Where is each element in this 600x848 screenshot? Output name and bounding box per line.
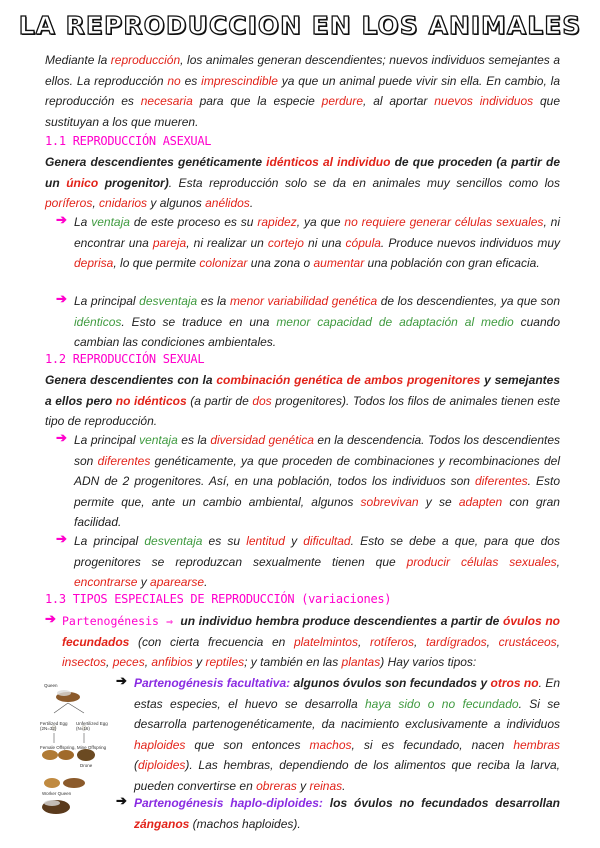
sexual-disadvantage: La principal desventaja es su lentitud y dificultad. Esto se debe a que, para que dos progenitores se reproduzcan sexualmente tienen que producir células sexuales, encontrarse y aparearse. <box>74 534 560 590</box>
sexual-advantage: La principal ventaja es la diversidad genética en la descendencia. Todos los descendientes son diferentes genéticamente, ya que proceden de combinaciones y recombinaciones del ADN de 2 progenitores. Así, en una población, todos los individuos son diferentes. Esto permite que, ante un cambio ambiental, algunos sobrevivan y se adapten con gran facilidad. <box>74 433 561 530</box>
queen-bee-icon <box>63 778 85 788</box>
diagram-label-queen: Queen <box>44 683 58 688</box>
arrow-right-icon: ➔ <box>56 531 67 546</box>
facultative-paragraph: Partenogénesis facultativa: algunos óvulos son fecundados y otros no. En estas especies, el huevo se desarrolla haya sido o no fecundado. Si se desarrolla partenogenéticamente, da nacimiento exclusivamente a individuos haploides que son entonces machos, si es fecundado, nacen hembras (diploides). Las hembras, dependiendo de los alimentos que reciba la larva, pueden convertirse en obreras y reinas. <box>134 676 561 793</box>
worker-bee-icon <box>44 778 60 788</box>
bee-reproduction-diagram <box>40 683 110 823</box>
arrow-right-icon: ➔ <box>56 430 67 445</box>
intro-paragraph: Mediante la reproducción, los animales generan descendientes; nuevos individuos semejantes a ellos. La reproducción no es imprescindible ya que un animal puede vivir sin ella. En cambio, la reproducción es necesaria para que la especie perdure, al aportar nuevos individuos que sustituyan a los que mueren. <box>45 53 561 129</box>
drone-bee-icon <box>77 749 95 761</box>
drone-bee-icon <box>42 800 70 814</box>
heading-special: 1.3 TIPOS ESPECIALES DE REPRODUCCIÓN (variaciones) <box>45 592 392 606</box>
queen-bee-icon <box>56 690 80 702</box>
arrow-right-icon: ➔ <box>116 793 127 808</box>
asexual-paragraph: Genera descendientes genéticamente idénticos al individuo de que proceden (a partir de un único progenitor). Esta reproducción solo se da en animales muy sencillos como los poríferos, cnidarios y algunos anélidos. <box>45 155 560 211</box>
haplodiploid-paragraph: Partenogénesis haplo-diploides: los óvulos no fecundados desarrollan zánganos (machos haploides). <box>134 796 560 831</box>
sexual-paragraph: Genera descendientes con la combinación genética de ambos progenitores y semejantes a ellos pero no idénticos (a partir de dos progenitores). Todos los filos de animales tienen este tipo de reproducción. <box>45 373 560 429</box>
asexual-disadvantage: La principal desventaja es la menor variabilidad genética de los descendientes, ya que son idénticos. Esto se traduce en una menor capacidad de adaptación al medio cuando cambian las condiciones ambientales. <box>74 294 561 350</box>
arrow-right-icon: ➔ <box>56 291 67 306</box>
diagram-label-fertilized: Fertilized Egg (2N=32) <box>40 721 68 731</box>
diagram-label-unfertilized: Unfertilized Egg (N=16) <box>76 721 108 731</box>
diagram-label-offspring: Female Offspring, Mine Offspring <box>40 745 107 750</box>
page-title: LA REPRODUCCION EN LOS ANIMALES <box>18 11 582 40</box>
arrow-right-icon: ➔ <box>45 611 56 626</box>
partenogenesis-paragraph: Partenogénesis ⇒ un individuo hembra produce descendientes a partir de óvulos no fecundados (con cierta frecuencia en platelmintos, rotíferos, tardígrados, crustáceos, insectos, peces, anfibios y reptiles; y también en las plantas) Hay varios tipos: <box>62 614 561 670</box>
bee-icons <box>40 683 110 823</box>
heading-sexual: 1.2 REPRODUCCIÓN SEXUAL <box>45 352 205 366</box>
diagram-label-bottom: Worker Queen <box>42 791 72 796</box>
diagram-label-drone: Drone <box>80 763 93 768</box>
asexual-advantage: La ventaja de este proceso es su rapidez, ya que no requiere generar células sexuales, ni encontrar una pareja, ni realizar un cortejo ni una cópula. Produce nuevos individuos muy deprisa, lo que permite colonizar una zona o aumentar una población con gran eficacia. <box>74 215 561 271</box>
worker-bee-icon <box>42 750 58 760</box>
heading-asexual: 1.1 REPRODUCCIÓN ASEXUAL <box>45 134 212 148</box>
arrow-right-icon: ➔ <box>56 212 67 227</box>
worker-bee-icon <box>58 750 74 760</box>
arrow-right-icon: ➔ <box>116 673 127 688</box>
